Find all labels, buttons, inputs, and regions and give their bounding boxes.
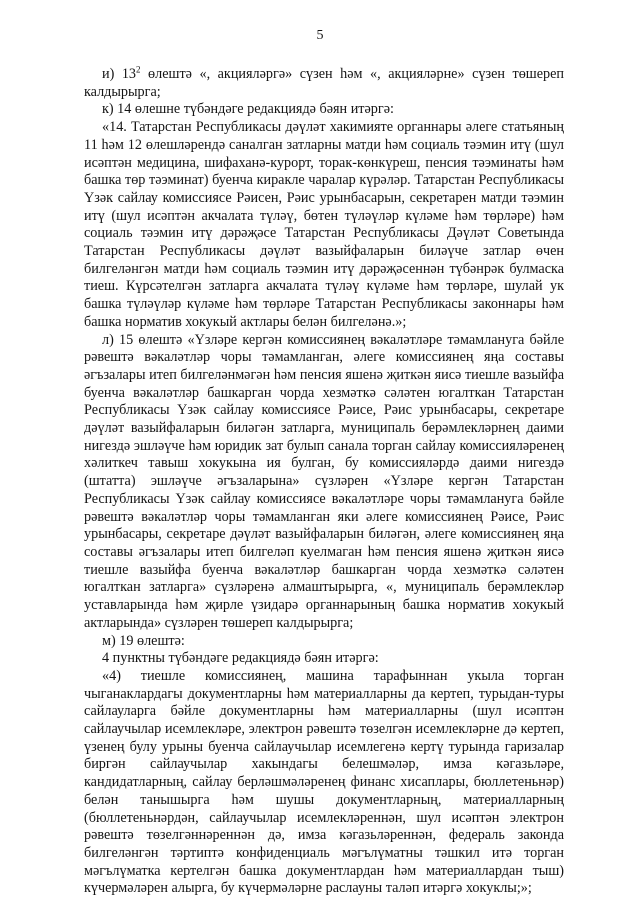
paragraph-i-superscript: 2 bbox=[136, 64, 141, 75]
page-number: 5 bbox=[316, 28, 324, 43]
document-body bbox=[84, 66, 564, 898]
paragraph-item-k: к) 14 өлешне түбәндәге редакциядә бәян итәргә: bbox=[102, 101, 394, 118]
paragraph-item-l: л) 15 өлештә «Үзләре кергән комиссиянең вәкаләтләре тәмамланугa бәйле рәвештә вәкаләтләр чоры тәмамланган, әлеге комиссиянең яңа составы әгъзалары итеп билгеләнмәгән һәм пенсия яшенә җиткән яисә тиешле вазыйфа буенча вәкаләтләр башкарган чорда хезмәткә сәләтен югалткан Татарстан Республикасы Үзәк сайлау комиссиясе Рәисе, Рәис урынбасары, секретаре дәүләт вазыйфаларын биләгән затларга, муниципаль берәмлекләрнең даими нигездә эшләүче һәм юридик зат булып санала торган сайлау комиссияләренең хәлиткеч тавыш хокукына ия булган, бу комиссияләрдә даими нигездә (штатта) эшләүче әгъзаларына» сүзләрен «Үзләре кергән Татарстан Республикасы Үзәк сайлау комиссиясе вәкаләтләре чоры тәмамлануга бәйле рәвештә вәкаләтләр чоры тәмамланган яки әлеге комиссиянең Рәисе, Рәис урынбасары, секретаре дәүләт вазыйфаларын биләгән, әлеге комиссиянең яңа составы әгъзалары итеп билгеләп куелмаган һәм пенсия яшенә җиткән яисә тиешле вазыйфа буенча вәкаләтләр башкарган чорда хезмәткә сәләтен югалткан затларга» сүзләренә алмаштырырга, «, муниципаль берәмлекләр уставларында һәм җирле үзидарә органнарының башка норматив хокукый актларында» сүзләрен төшереп калдырырга; bbox=[84, 331, 564, 631]
paragraph-item-i bbox=[84, 66, 564, 101]
paragraph-point-4-intro: 4 пунктны түбәндәге редакциядә бәян итәргә: bbox=[102, 650, 379, 667]
paragraph-i-suffix: өлештә «, акцияләргә» сүзен һәм «, акцияләрне» сүзен төшереп калдырырга; bbox=[84, 66, 564, 100]
paragraph-part-14: «14. Татарстан Республикасы дәүләт хакимияте органнары әлеге статьяның 11 һәм 12 өлешләрендә саналган затларны матди һәм социаль тәэмин итү (шул исәптән медицина, шифаханә-курорт, торак-көнкүреш, пенсия тәэминаты һәм башка төр тәэминат) буенча киракле чаралар күрәләр. Татарстан Республикасы Үзәк сайлау комиссиясе Рәисен, Рәис урынбасарын, секретарен матди тәэмин итү (шул исәптән акчалата түләү, бөтен түләүләр күләме һәм төрләре) һәм социаль тәэмин итү дәрәҗәсе Татарстан Республикасы Дәүләт Советында Татарстан Республикасы дәүләт вазыйфаларын биләүче затлар өчен билгеләнгән матди һәм социаль тәэмин итү дәрәҗәсеннән түбәнрәк булмаска тиеш. Күрсәтелгән затларга акчалата түләү күләме һәм төрләре, шулай ук башка түләүләр күләме һәм төрләре Татарстан Республикасы законнары һәм башка норматив хокукый актлары белән билгеләнә.»; bbox=[84, 119, 564, 330]
paragraph-i-prefix: и) 13 bbox=[102, 66, 137, 82]
paragraph-point-4: «4) тиешле комиссиянең, машина тарафыннан укыла торган чыганаклардагы документларны һәм материалларны да кертеп, турыдан-туры сайлауларга бәйле документларны һәм материалларны (шул исәптән сайлаучылар исемлекләре, электрон рәвештә төзелгән исемлекләрне дә кертеп, үзенең булу урыны буенча сайлаучылар исемлегенә кертү турында гаризалар биргән сайлаучылар хакындагы белешмәләр, имза кәгазьләре, кандидатларның, сайлау берләшмәләренең финанс хисаплары, бюллетеньнәр) белән танышырга һәм шушы документларның, материалларның (бюллетеньнәрдән, сайлаучылар исемлекләреннән, шул исәптән электрон рәвештә төзелгәннәреннән дә, имза кәгазьләреннән, федераль законда билгеләнгән тәртиптә конфиденциаль мәгълүматны тәшкил итә торган мәгълүматка кертелгән башка документлардан һәм материаллардан тыш) күчермәләрен алырга, бу күчермәләрне раслауны таләп итәргә хокуклы;»; bbox=[84, 667, 564, 897]
paragraph-item-m: м) 19 өлештә: bbox=[102, 632, 185, 649]
